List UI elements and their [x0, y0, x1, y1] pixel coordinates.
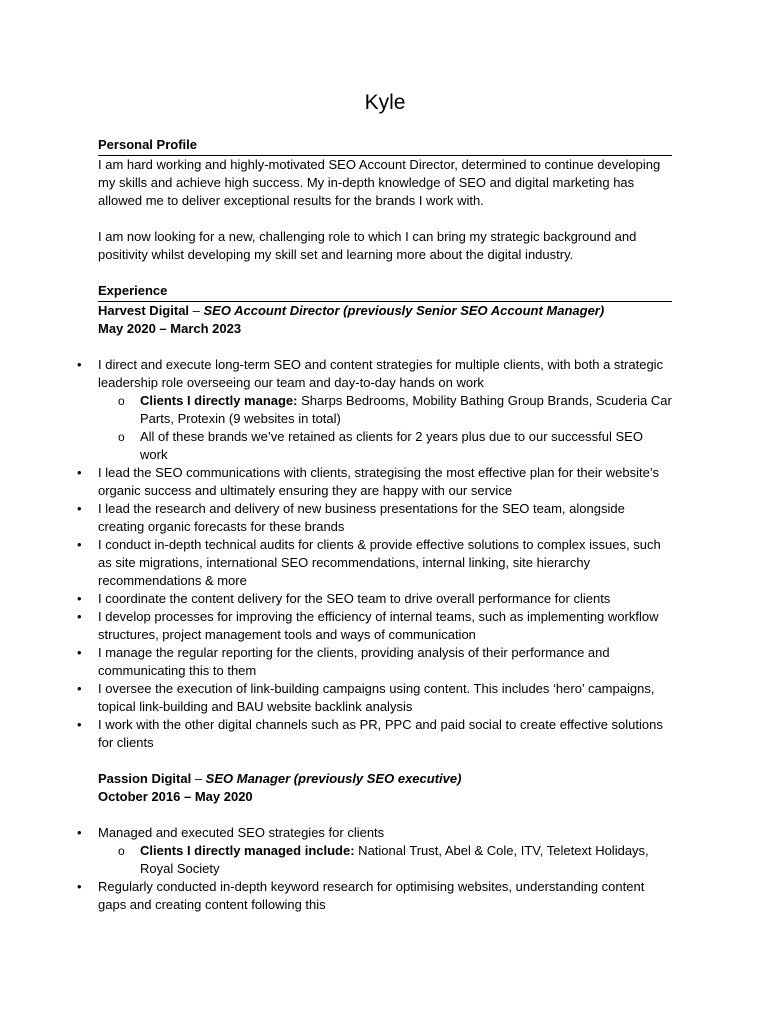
list-item: • Regularly conducted in-depth keyword research for optimising websites, understanding content gaps and creating content following this [98, 878, 672, 914]
list-item [140, 428, 672, 464]
job-title-line [98, 302, 672, 320]
list-item: • I coordinate the content delivery for the SEO team to drive overall performance for clients [98, 590, 672, 608]
sub-bullet-text: Sharps Bedrooms, Mobility Bathing Group Brands, Scuderia Car Parts, Protexin (9 websites in total) [140, 393, 672, 426]
sub-bullet-text: All of these brands we’ve retained as clients for 2 years plus due to our successful SEO work [140, 429, 643, 462]
sub-bullet-list [98, 392, 672, 464]
list-item [140, 842, 672, 878]
sub-bullet-label: Clients I directly managed include: [140, 843, 355, 858]
job-role: SEO Account Director (previously Senior SEO Account Manager) [203, 303, 605, 318]
list-item: • I work with the other digital channels such as PR, PPC and paid social to create effective solutions for clients [98, 716, 672, 752]
list-item: • I develop processes for improving the efficiency of internal teams, such as implementing workflow structures, project management tools and ways of communication [98, 608, 672, 644]
bullet-text: Managed and executed SEO strategies for clients [98, 825, 385, 840]
job-role: SEO Manager (previously SEO executive) [205, 771, 462, 786]
profile-heading: Personal Profile [98, 136, 672, 156]
list-item [140, 392, 672, 428]
job-dates: October 2016 – May 2020 [98, 789, 253, 804]
spacer [98, 210, 672, 228]
spacer [98, 338, 672, 356]
sub-bullet-list [98, 842, 672, 878]
job-company: Passion Digital [98, 771, 192, 786]
list-item: • I conduct in-depth technical audits for clients & provide effective solutions to complex issues, such as site migrations, international SEO recommendations, internal linking, site hierarchy recommendations & more [98, 536, 672, 590]
job-title-line [98, 770, 672, 788]
candidate-name: Kyle [364, 91, 406, 114]
profile-paragraph-2: I am now looking for a new, challenging role to which I can bring my strategic background and positivity whilst developing my skill set and learning more about the digital industry. [98, 229, 637, 262]
spacer [98, 752, 672, 770]
list-item: • I manage the regular reporting for the clients, providing analysis of their performance and communicating this to them [98, 644, 672, 680]
experience-heading: Experience [98, 282, 672, 302]
profile-paragraph-1: I am hard working and highly-motivated SEO Account Director, determined to continue developing my skills and achieve high success. My in-depth knowledge of SEO and digital marketing has allowed me to deliver exceptional results for the brands I work with. [98, 157, 661, 208]
bullet-text: I direct and execute long-term SEO and content strategies for multiple clients, with both a strategic leadership role overseeing our team and day-to-day hands on work [98, 357, 664, 390]
list-item: • I lead the SEO communications with clients, strategising the most effective plan for their website’s organic success and ultimately ensuring they are happy with our service [98, 464, 672, 500]
list-item [98, 356, 672, 464]
job-separator: – [191, 771, 206, 786]
job-company: Harvest Digital [98, 303, 190, 318]
list-item [98, 824, 672, 878]
resume-page [98, 86, 672, 914]
job-bullet-list [98, 356, 672, 752]
spacer [98, 806, 672, 824]
job-bullet-list [98, 824, 672, 914]
job-dates: May 2020 – March 2023 [98, 321, 242, 336]
sub-bullet-text: National Trust, Abel & Cole, ITV, Teletext Holidays, Royal Society [140, 843, 649, 876]
spacer [98, 264, 672, 282]
list-item: • I oversee the execution of link-building campaigns using content. This includes ‘hero’ campaigns, topical link-building and BAU website backlink analysis [98, 680, 672, 716]
list-item: • I lead the research and delivery of new business presentations for the SEO team, alongside creating organic forecasts for these brands [98, 500, 672, 536]
job-separator: – [189, 303, 204, 318]
sub-bullet-label: Clients I directly manage: [140, 393, 298, 408]
